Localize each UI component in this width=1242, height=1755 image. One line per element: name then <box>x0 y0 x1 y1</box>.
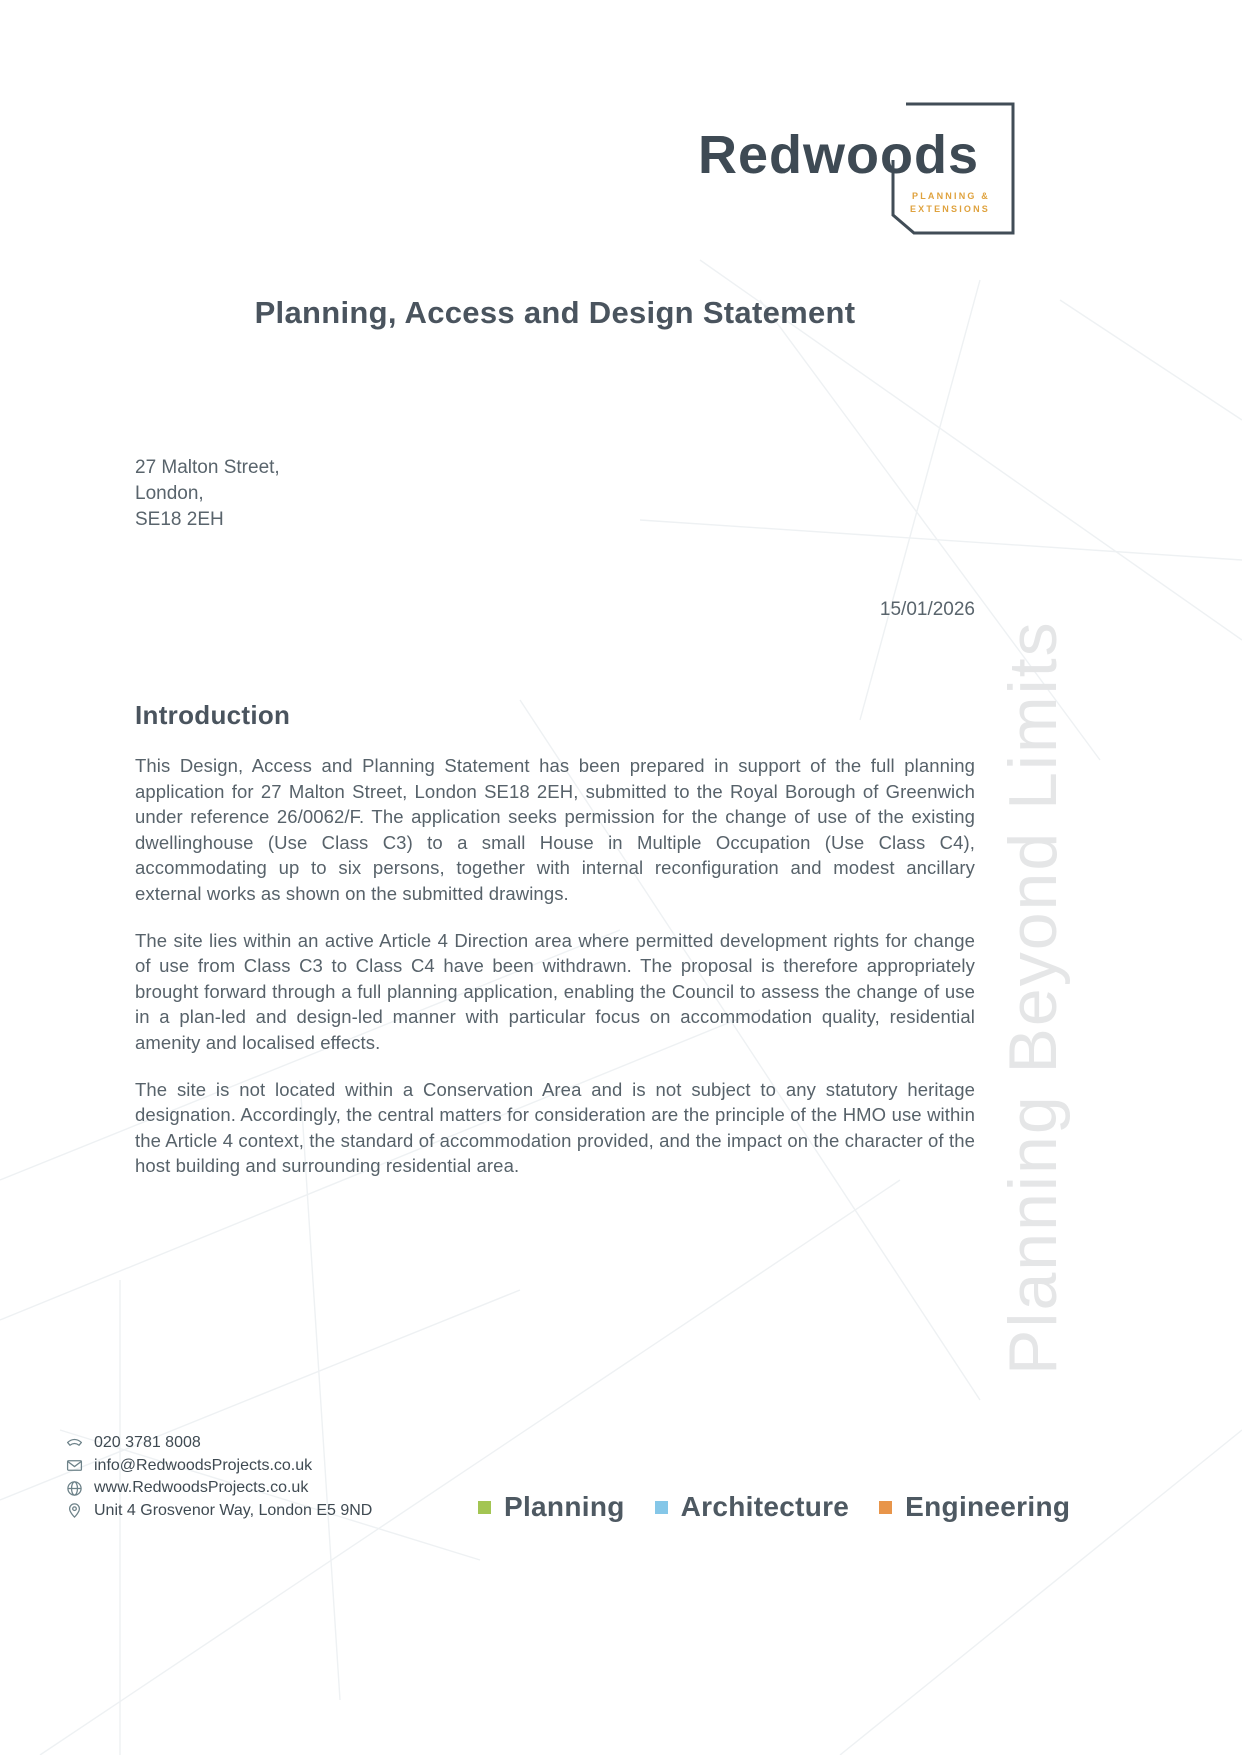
site-address-line-1: 27 Malton Street, <box>135 457 280 478</box>
architecture-bullet-icon <box>655 1501 668 1514</box>
globe-icon <box>66 1480 83 1497</box>
paragraph-3: The site is not located within a Conservation Area and is not subject to any statutory heritage designation. Accordingly, the central matters for consideration are the principle of the HMO use within the Article 4 context, the standard of accommodation provided, and the impact on the character of the host building and surrounding residential area. <box>135 1078 975 1177</box>
page-title: Planning, Access and Design Statement <box>254 295 856 330</box>
site-address-line-2: London, <box>135 483 204 504</box>
contact-phone-text: 020 3781 8008 <box>94 1434 201 1452</box>
site-address-line-3: SE18 2EH <box>135 509 224 530</box>
site-address <box>135 455 975 533</box>
service-label-planning: Planning <box>504 1491 625 1522</box>
section-heading-introduction: Introduction <box>135 700 291 730</box>
logo <box>690 98 1020 243</box>
document-date: 15/01/2026 <box>879 599 975 620</box>
services-strip <box>478 1491 1070 1523</box>
service-item-planning <box>478 1491 625 1523</box>
logo-tagline <box>910 190 990 216</box>
service-label-engineering: Engineering <box>905 1491 1071 1522</box>
paragraph-1: This Design, Access and Planning Statement has been prepared in support of the full planning application for 27 Malton Street, London SE18 2EH, submitted to the Royal Borough of Greenwich under reference 26/0062/F. The application seeks permission for the change of use of the existing dwellinghouse (Use Class C3) to a small House in Multiple Occupation (Use Class C4), accommodating up to six persons, together with internal reconfiguration and modest ancillary external works as shown on the submitted drawings. <box>135 755 975 904</box>
contact-row-website <box>66 1477 372 1500</box>
contact-block <box>66 1432 372 1522</box>
service-label-architecture: Architecture <box>680 1491 850 1522</box>
planning-bullet-icon <box>478 1501 491 1514</box>
section-body <box>135 753 975 1200</box>
contact-row-email <box>66 1455 372 1478</box>
phone-icon <box>66 1435 83 1452</box>
contact-row-phone <box>66 1432 372 1455</box>
contact-website-text: www.RedwoodsProjects.co.uk <box>94 1479 309 1497</box>
logo-tagline-line1: PLANNING & <box>912 191 990 201</box>
contact-email-text: info@RedwoodsProjects.co.uk <box>94 1456 313 1474</box>
logo-wordmark: Redwoods <box>698 125 980 185</box>
contact-row-address <box>66 1500 372 1523</box>
logo-tagline-line2: EXTENSIONS <box>909 204 990 214</box>
location-icon <box>66 1502 83 1519</box>
service-item-engineering <box>879 1491 1070 1523</box>
contact-address-text: Unit 4 Grosvenor Way, London E5 9ND <box>94 1501 373 1519</box>
engineering-bullet-icon <box>879 1501 892 1514</box>
email-icon <box>66 1457 83 1474</box>
service-item-architecture <box>655 1491 850 1523</box>
watermark-text: Planning Beyond Limits <box>995 620 1071 1375</box>
paragraph-2: The site lies within an active Article 4 Direction area where permitted development rights for change of use from Class C3 to Class C4 have been withdrawn. The proposal is therefore appropriately brought forward through a full planning application, enabling the Council to assess the change of use in a plan-led and design-led manner with particular focus on accommodation quality, residential amenity and localised effects. <box>135 929 975 1053</box>
